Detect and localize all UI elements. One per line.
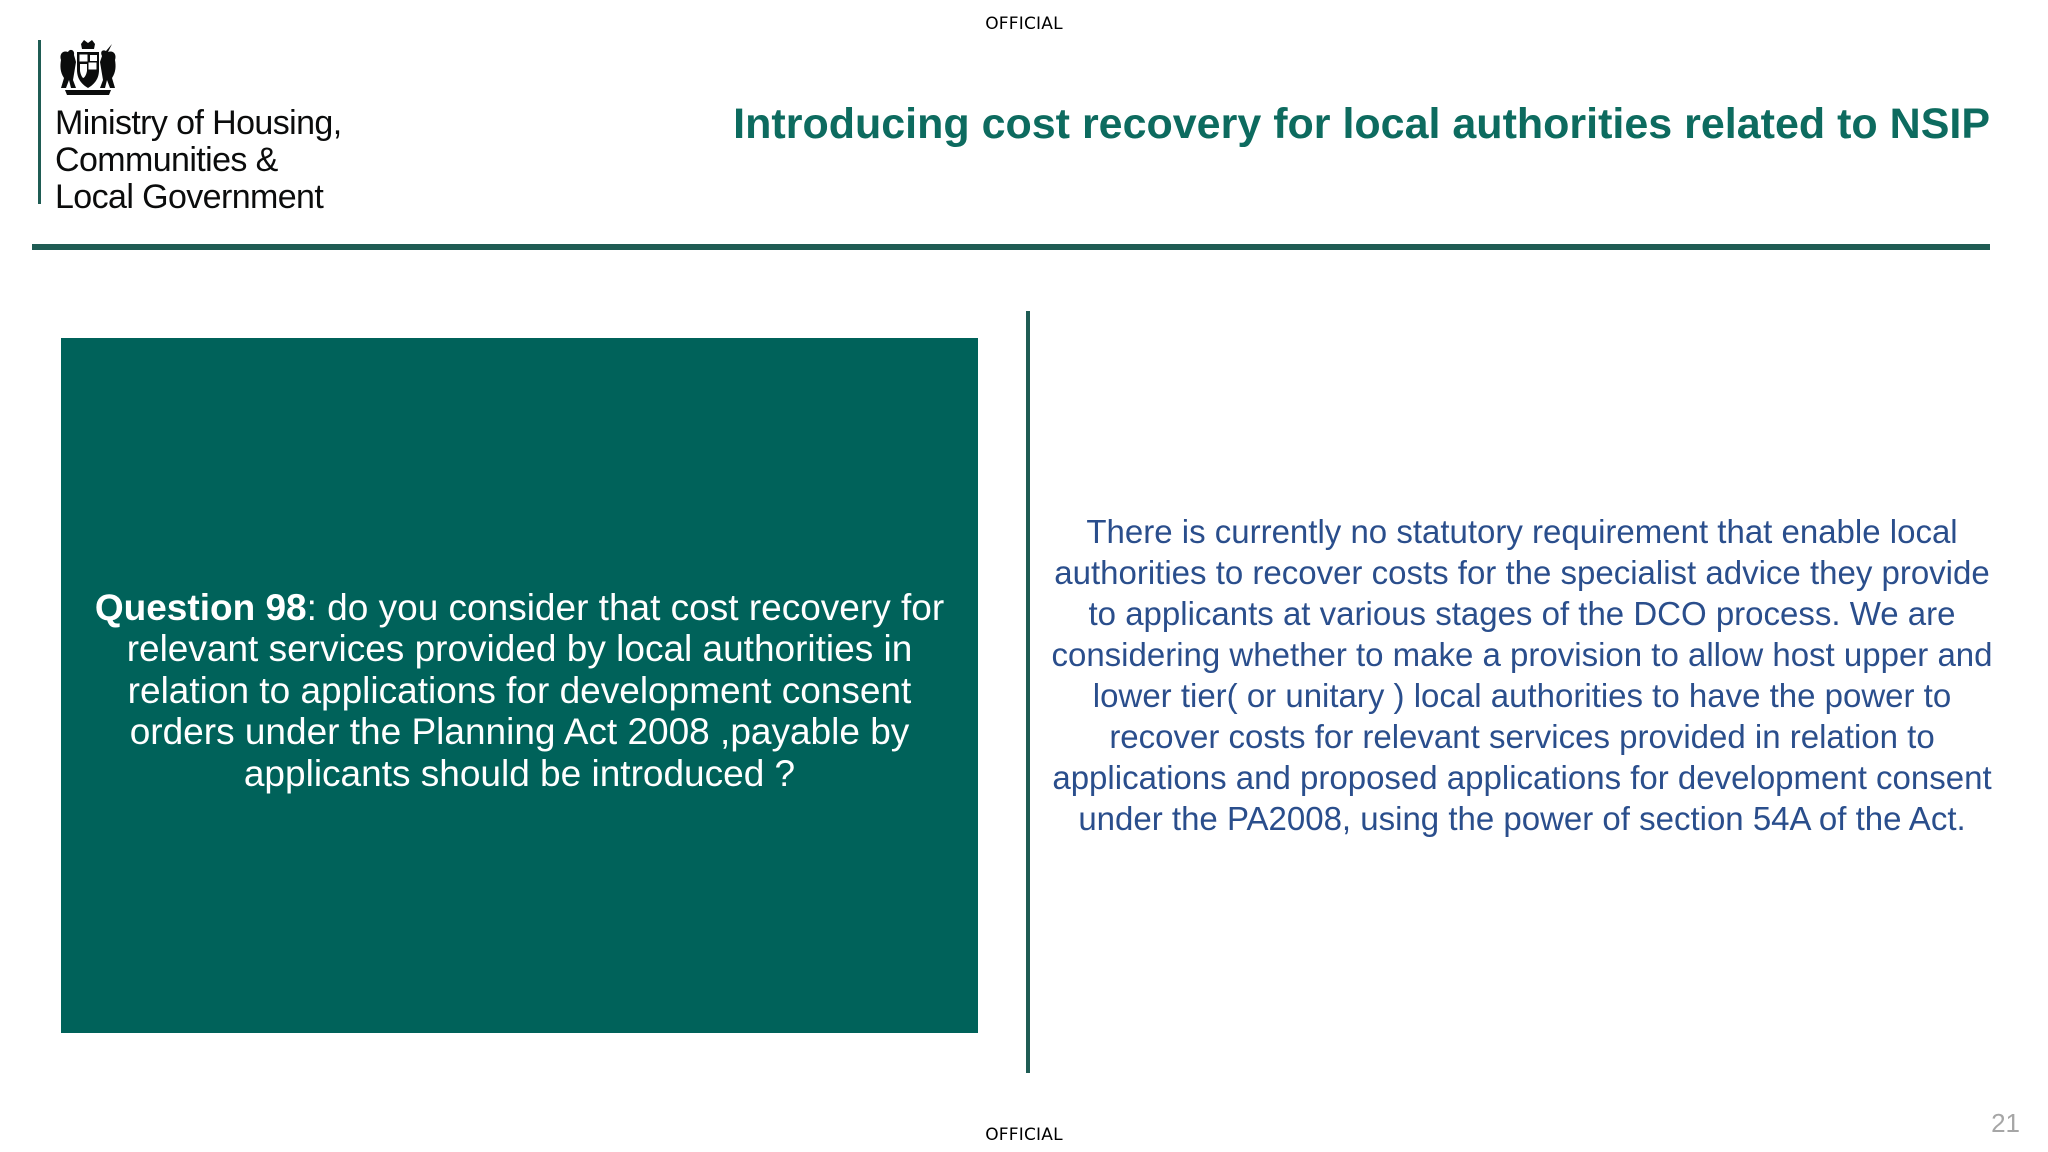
royal-coat-of-arms-icon: [57, 40, 119, 96]
ministry-logo: [38, 40, 342, 216]
vertical-divider: [1026, 311, 1030, 1073]
question-text: [75, 587, 964, 795]
classification-marking-top: OFFICIAL: [985, 14, 1063, 34]
header-divider: [32, 244, 1990, 250]
question-body: : do you consider that cost recovery for relevant services provided by local authorities in relation to applications for development consent orders under the Planning Act 2008 ,payable by applicants should be introduced ?: [126, 586, 945, 794]
question-label: Question 98: [94, 586, 307, 628]
page-title: Introducing cost recovery for local authorities related to NSIP: [733, 100, 1990, 148]
question-panel: [61, 338, 978, 1033]
ministry-name: [55, 105, 342, 216]
ministry-name-line: Communities &: [55, 141, 278, 179]
ministry-name-line: Ministry of Housing,: [55, 104, 342, 142]
page-number: 21: [1991, 1108, 2020, 1138]
ministry-name-line: Local Government: [55, 178, 324, 216]
explanation-text: There is currently no statutory requirement that enable local authorities to recover costs for the specialist advice they provide to applicants at various stages of the DCO process. We are considering whether to make a provision to allow host upper and lower tier( or unitary ) local authorities to have the power to recover costs for relevant services provided in relation to applications and proposed applications for development consent under the PA2008, using the power of section 54A of the Act.: [1051, 513, 1993, 837]
classification-marking-bottom: OFFICIAL: [985, 1125, 1063, 1145]
